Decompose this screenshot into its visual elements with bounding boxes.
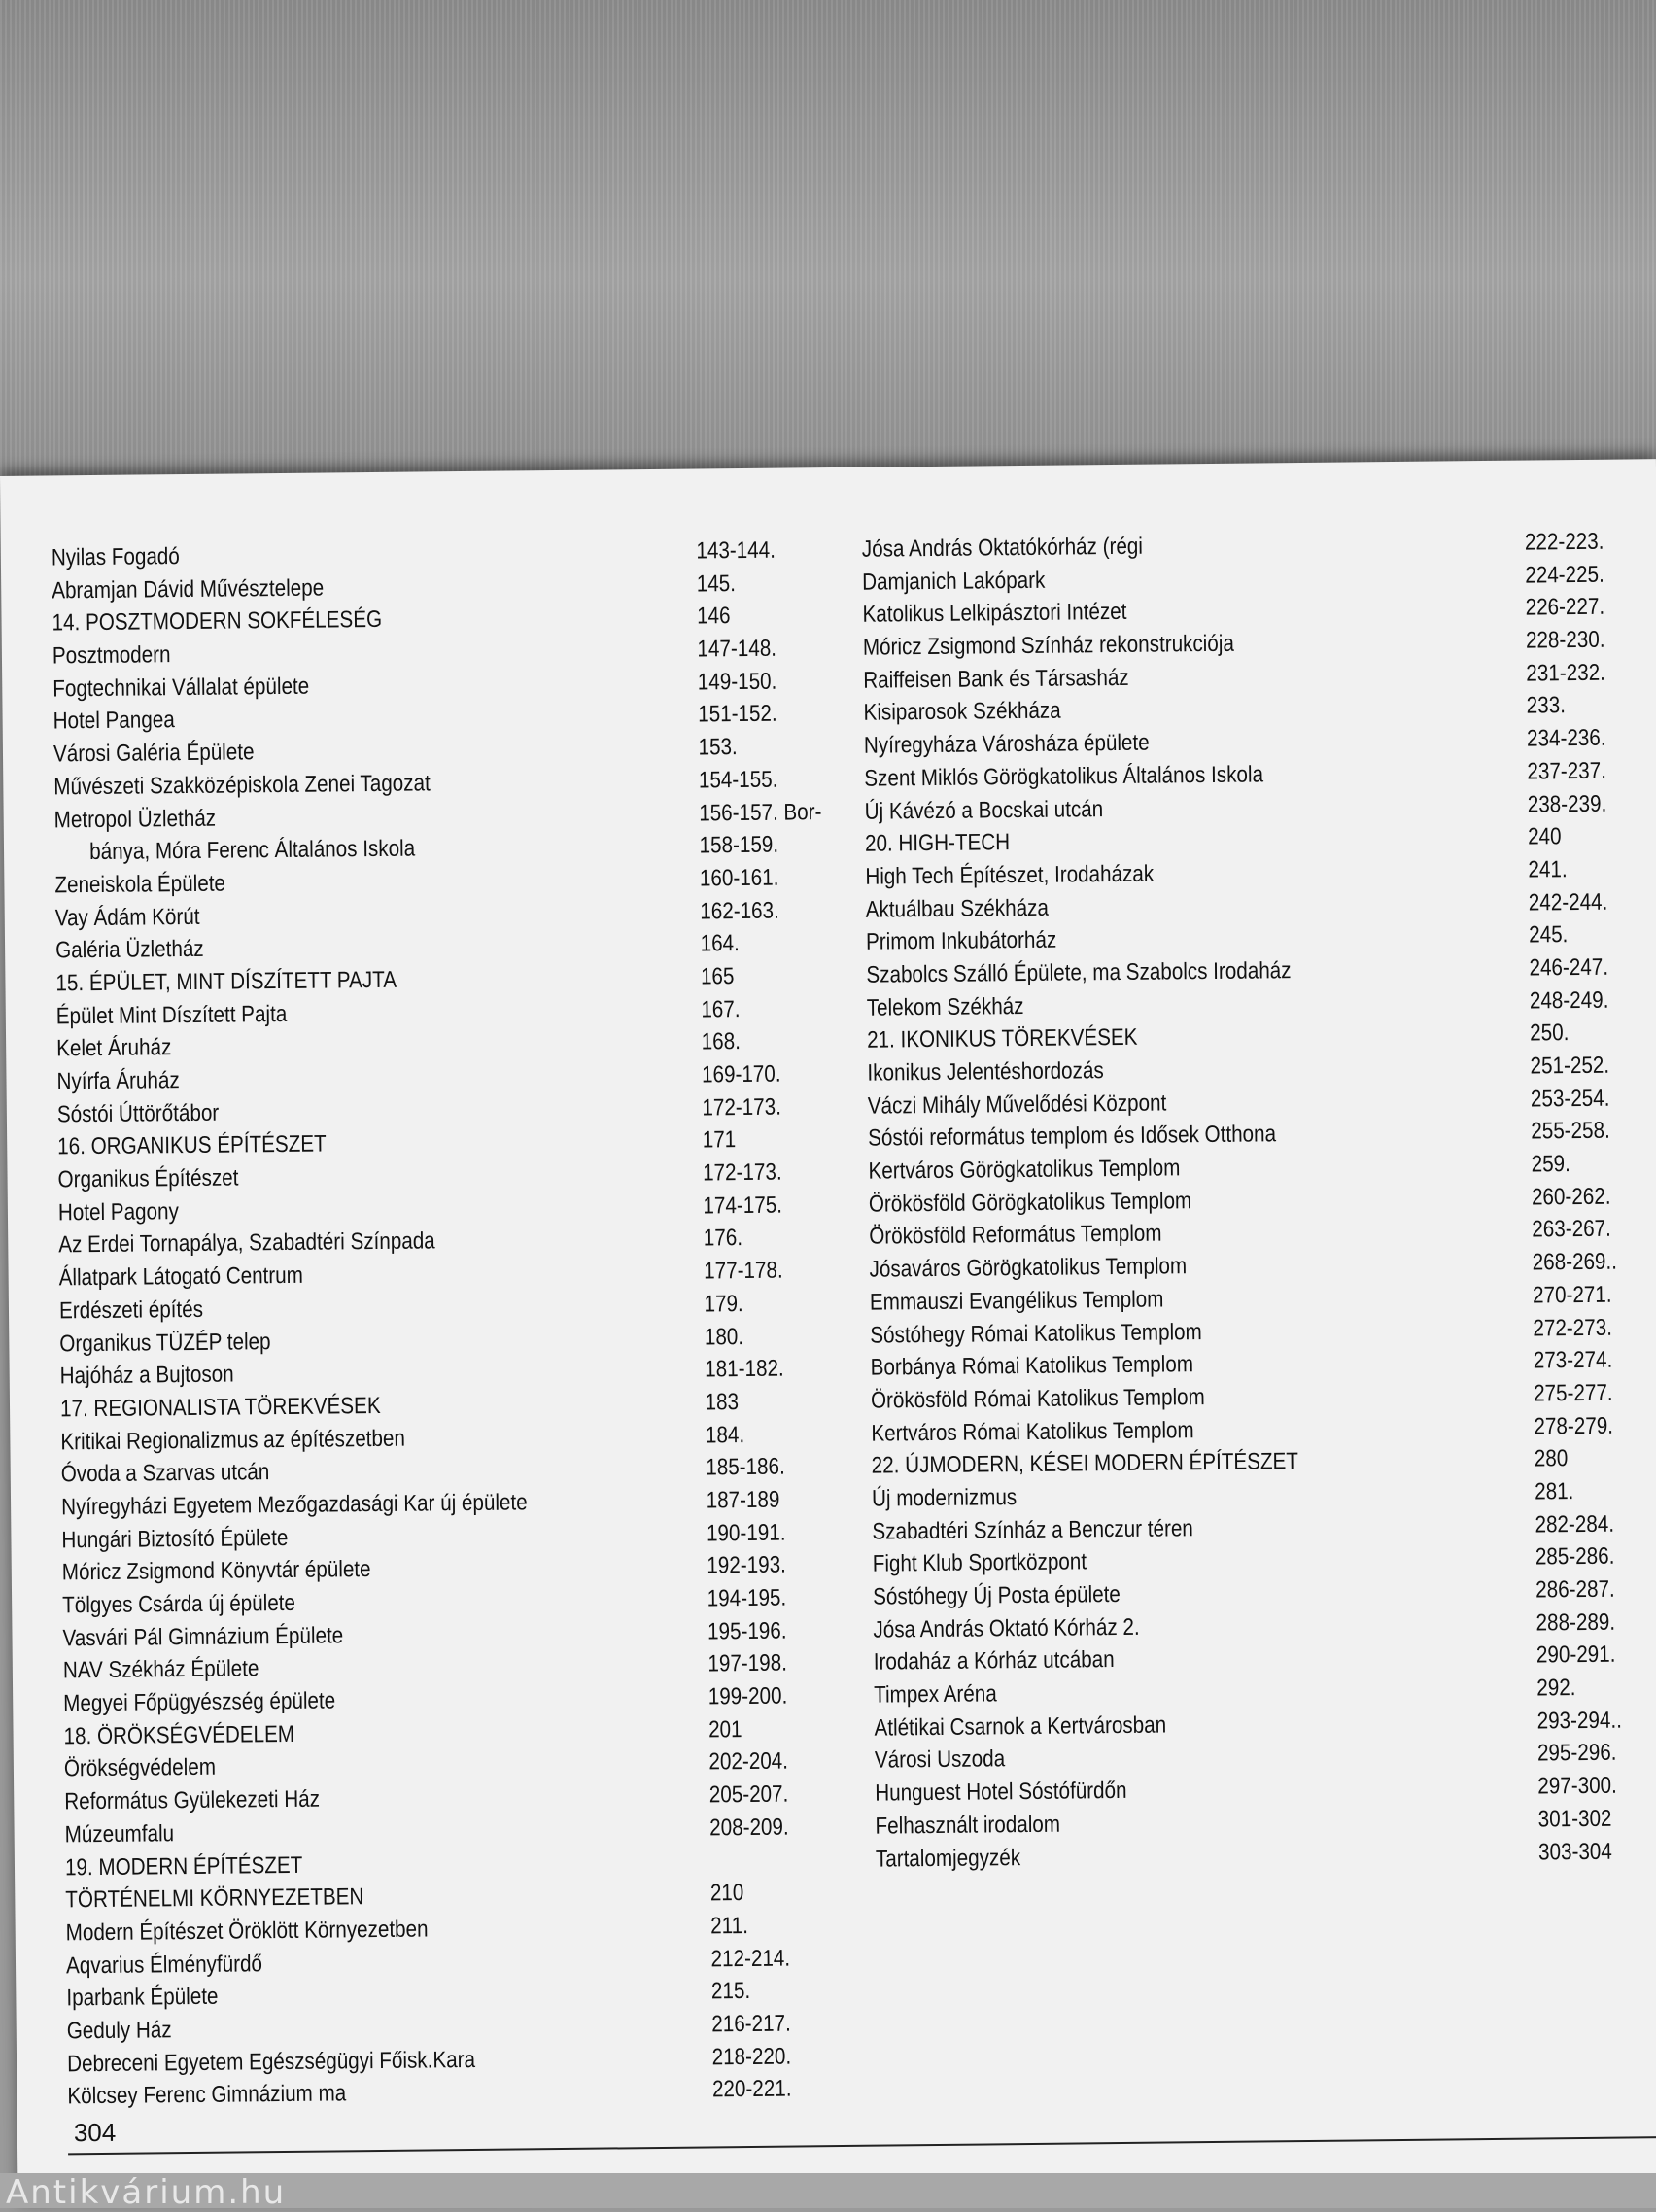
toc-entry-title: Felhasznált irodalom (875, 1811, 1061, 1840)
toc-entry-pages: 285-286. (1535, 1542, 1615, 1571)
toc-entry (876, 1835, 1622, 1876)
toc-entry-title: Raiffeisen Bank és Társasház (863, 664, 1129, 694)
toc-entry-title: Hotel Pagony (57, 1197, 179, 1227)
toc-entry-title: Művészeti Szakközépiskola Zenei Tagozat (53, 770, 431, 801)
toc-entry-title: Sóstói Úttörőtábor (56, 1099, 220, 1128)
toc-entry-title: Hunguest Hotel Sóstófürdőn (875, 1778, 1127, 1807)
toc-entry-title: TÖRTÉNELMI KÖRNYEZETBEN (65, 1884, 364, 1914)
toc-entry-pages: 210 (709, 1880, 744, 1907)
toc-entry-pages (710, 1867, 803, 1868)
toc-entry-pages: 231-232. (1526, 659, 1605, 687)
toc-entry-title: Jósa András Oktatókórház (régi (861, 533, 1144, 563)
toc-entry-title: Kelet Áruház (56, 1034, 172, 1062)
toc-entry-title: Múzeumfalu (64, 1820, 175, 1849)
toc-entry-pages: 301-302 (1537, 1805, 1612, 1833)
toc-entry-title: Geduly Ház (66, 2017, 172, 2045)
toc-entry-pages: 273-274. (1533, 1346, 1613, 1374)
toc-entry-title: Zeneiskola Épülete (54, 870, 226, 899)
toc-entry-pages: 143-144. (696, 536, 776, 565)
toc-entry-title: Új modernizmus (871, 1484, 1018, 1512)
background-surface (0, 0, 1656, 505)
toc-entry-pages: 197-198. (707, 1649, 788, 1677)
toc-entry-title: 20. HIGH-TECH (864, 829, 1011, 857)
toc-entry-title: Épület Mint Díszített Pajta (55, 1000, 288, 1030)
toc-entry-title: Nyíregyháza Városháza épülete (863, 729, 1150, 759)
toc-entry-title: Móricz Zsigmond Könyvtár épülete (61, 1556, 371, 1586)
toc-entry-pages: 211. (710, 1912, 749, 1940)
toc-entry-title: Modern Építészet Öröklött Környezetben (65, 1916, 429, 1947)
watermark-strip (0, 2173, 1656, 2212)
toc-entry-title: Timpex Aréna (874, 1680, 997, 1709)
toc-entry-pages: 212-214. (710, 1945, 791, 1972)
toc-entry-pages: 303-304 (1537, 1838, 1612, 1865)
toc-entry-title: Örökösföld Református Templom (869, 1220, 1162, 1251)
toc-entry-pages: 172-173. (702, 1158, 782, 1187)
toc-entry-pages: 164. (700, 930, 740, 957)
toc-entry-title: Damjanich Lakópark (862, 567, 1046, 596)
toc-entry-title: Hotel Pangea (52, 707, 175, 735)
toc-entry-title: Aqvarius Élményfürdő (65, 1950, 263, 1979)
toc-entry-title: Jósaváros Görögkatolikus Templom (869, 1253, 1188, 1283)
watermark-text: Antikvárium.hu (6, 2173, 287, 2212)
toc-entry-title: Vay Ádám Körút (54, 903, 200, 931)
toc-entry-pages: 153. (698, 734, 738, 761)
toc-entry-title: Metropol Üzletház (53, 805, 217, 833)
toc-entry-title: Nyíregyházi Egyetem Mezőgazdasági Kar új épülete (60, 1489, 528, 1521)
toc-entry-title: Óvoda a Szarvas utcán (60, 1459, 270, 1488)
toc-entry-pages: 293-294.. (1536, 1707, 1622, 1735)
toc-entry-title: Atlétikai Csarnok a Kertvárosban (874, 1711, 1167, 1742)
toc-entry-title: Szabadtéri Színház a Benczur téren (872, 1514, 1193, 1545)
toc-entry-pages: 288-289. (1535, 1608, 1616, 1637)
toc-entry-pages: 167. (701, 995, 741, 1023)
toc-entry-title: Erdészeti építés (58, 1296, 204, 1325)
toc-right-column (862, 526, 1624, 1876)
bottom-rule (68, 2136, 1656, 2155)
toc-entry-pages: 162-163. (700, 897, 779, 925)
toc-entry-title: Új Kávézó a Bocskai utcán (864, 795, 1104, 825)
toc-entry-title: Debreceni Egyetem Egészségügyi Főisk.Kara (66, 2046, 476, 2077)
toc-entry-pages: 297-300. (1537, 1772, 1617, 1800)
toc-entry-title: Kölcsey Ferenc Gimnázium ma (67, 2080, 347, 2110)
toc-entry-title: 21. IKONIKUS TÖREKVÉSEK (866, 1024, 1138, 1054)
toc-entry-pages: 224-225. (1525, 561, 1604, 589)
toc-entry-title: 19. MODERN ÉPÍTÉSZET (64, 1851, 303, 1881)
toc-entry-pages: 234-236. (1526, 724, 1606, 752)
toc-entry-pages: 237-237. (1527, 757, 1607, 785)
toc-entry-pages: 156-157. Bor- (699, 798, 822, 826)
toc-entry-pages: 180. (704, 1323, 744, 1350)
toc-entry-title: Megyei Főpügyészség épülete (63, 1687, 336, 1717)
toc-entry-title: bánya, Móra Ferenc Általános Iskola (89, 835, 416, 866)
toc-entry-title: Városi Galéria Épülete (52, 739, 255, 768)
toc-entry-pages: 241. (1528, 856, 1568, 883)
toc-entry-pages: 275-277. (1533, 1379, 1613, 1407)
toc-entry-title: High Tech Építészet, Irodaházak (865, 860, 1155, 890)
toc-entry-pages: 260-262. (1531, 1183, 1611, 1211)
toc-entry-title: Jósa András Oktató Kórház 2. (873, 1613, 1140, 1643)
toc-entry-pages: 184. (705, 1421, 745, 1449)
toc-entry-pages: 281. (1535, 1478, 1574, 1505)
toc-entry-pages: 242-244. (1528, 888, 1608, 916)
toc-entry-pages: 194-195. (707, 1584, 787, 1612)
toc-entry-pages: 246-247. (1529, 953, 1609, 982)
toc-entry (67, 2073, 804, 2114)
toc-entry-title: Irodaház a Kórház utcában (873, 1646, 1115, 1676)
toc-entry-pages: 216-217. (711, 2010, 791, 2038)
toc-entry-pages: 290-291. (1535, 1642, 1616, 1669)
toc-entry-pages: 292. (1536, 1675, 1576, 1702)
toc-entry-pages: 245. (1529, 921, 1569, 949)
toc-entry-title: Kertváros Görögkatolikus Templom (868, 1155, 1181, 1185)
toc-entry-title: Galéria Üzletház (54, 936, 204, 964)
toc-entry-title: Az Erdei Tornapálya, Szabadtéri Színpada (58, 1227, 435, 1259)
toc-entry-pages: 270-271. (1532, 1281, 1612, 1309)
toc-entry-pages: 176. (703, 1225, 743, 1252)
toc-entry-title: Vasvári Pál Gimnázium Épülete (62, 1622, 344, 1652)
toc-entry-pages: 174-175. (703, 1192, 783, 1220)
toc-entry-pages: 154-155. (698, 766, 778, 794)
toc-entry-pages: 165 (700, 963, 735, 990)
toc-left-column (51, 534, 822, 2113)
toc-entry-title: Örökségvédelem (63, 1754, 217, 1782)
toc-entry-title: Emmauszi Evangélikus Templom (869, 1286, 1164, 1316)
toc-entry-pages: 202-204. (708, 1748, 789, 1776)
toc-entry-pages: 160-161. (699, 864, 779, 892)
toc-entry-title: 16. ORGANIKUS ÉPÍTÉSZET (57, 1130, 327, 1160)
toc-entry-title: Kritikai Regionalizmus az építészetben (60, 1425, 406, 1455)
toc-entry-pages: 268-269.. (1532, 1248, 1618, 1276)
toc-entry-title: Organikus Építészet (57, 1164, 239, 1193)
toc-entry-title: 22. ÚJMODERN, KÉSEI MODERN ÉPÍTÉSZET (871, 1448, 1299, 1479)
toc-entry-title: Telekom Székház (866, 992, 1024, 1021)
toc-entry-title: 18. ÖRÖKSÉGVÉDELEM (63, 1720, 295, 1750)
toc-entry-title: Nyírfa Áruház (56, 1067, 180, 1095)
toc-entry-title: NAV Székház Épülete (62, 1655, 259, 1684)
toc-entry-title: Katolikus Lelkipásztori Intézet (862, 599, 1127, 629)
toc-entry-pages: 179. (704, 1290, 743, 1318)
toc-entry-title: Nyilas Fogadó (51, 543, 180, 571)
toc-entry-pages: 272-273. (1533, 1314, 1613, 1342)
toc-entry-title: Abramjan Dávid Művésztelepe (52, 574, 325, 605)
toc-entry-pages: 177-178. (704, 1257, 783, 1285)
toc-entry-pages: 218-220. (711, 2043, 792, 2071)
toc-entry-pages: 168. (701, 1028, 742, 1055)
toc-entry-pages: 248-249. (1529, 986, 1609, 1015)
toc-entry-title: Hungári Biztosító Épülete (61, 1524, 289, 1554)
toc-entry-pages: 171 (702, 1126, 737, 1154)
toc-entry-pages: 251-252. (1530, 1052, 1610, 1080)
toc-entry-title: Városi Uszoda (874, 1745, 1006, 1775)
toc-entry-pages: 259. (1531, 1151, 1570, 1178)
toc-entry-title: Sóstóhegy Új Posta épülete (872, 1580, 1121, 1610)
toc-entry-pages: 172-173. (702, 1093, 782, 1122)
toc-entry-title: Fogtechnikai Vállalat épülete (52, 673, 310, 703)
toc-entry-pages: 253-254. (1530, 1085, 1610, 1113)
toc-entry-pages: 205-207. (708, 1780, 789, 1809)
toc-entry-title: Aktuálbau Székháza (865, 894, 1050, 923)
toc-entry-pages: 295-296. (1536, 1740, 1617, 1767)
toc-entry-pages: 145. (696, 570, 737, 598)
toc-entry-pages: 147-148. (697, 635, 777, 663)
toc-entry-pages: 255-258. (1531, 1118, 1610, 1145)
toc-entry-pages: 233. (1526, 692, 1567, 720)
toc-entry-pages: 280 (1534, 1445, 1569, 1472)
toc-entry-pages: 278-279. (1534, 1412, 1614, 1440)
toc-entry-pages: 195-196. (707, 1617, 787, 1645)
toc-entry-title: Móricz Zsigmond Színház rekonstrukciója (862, 630, 1235, 661)
toc-entry-title: Tartalomjegyzék (875, 1844, 1021, 1873)
toc-entry-title: Organikus TÜZÉP telep (59, 1328, 271, 1357)
toc-entry-title: Tölgyes Csárda új épülete (62, 1589, 296, 1619)
toc-entry-title: Ikonikus Jelentéshordozás (867, 1057, 1104, 1087)
toc-entry-title: 14. POSZTMODERN SOKFÉLESÉG (52, 606, 383, 637)
toc-entry-title: Szabolcs Szálló Épülete, ma Szabolcs Irodaház (866, 957, 1292, 988)
toc-entry-pages: 228-230. (1525, 626, 1605, 654)
toc-entry-pages: 250. (1530, 1020, 1570, 1047)
toc-entry-title: Örökösföld Római Katolikus Templom (870, 1383, 1205, 1414)
toc-entry-pages: 187-189 (706, 1486, 780, 1514)
toc-entry-pages: 215. (710, 1978, 751, 2005)
toc-entry-title: Állatpark Látogató Centrum (58, 1262, 304, 1292)
toc-entry-title: Örökösföld Görögkatolikus Templom (868, 1187, 1192, 1218)
toc-entry-title: Szent Miklós Görögkatolikus Általános Iskola (864, 761, 1264, 792)
toc-entry-pages: 238-239. (1527, 790, 1607, 818)
toc-entry-pages: 222-223. (1524, 528, 1604, 556)
toc-entry-pages: 158-159. (699, 831, 779, 859)
toc-entry-pages: 146 (696, 603, 731, 630)
toc-entry-title: Primom Inkubátorház (865, 926, 1057, 955)
toc-entry-pages: 185-186. (706, 1453, 785, 1481)
toc-entry-title: Református Gyülekezeti Ház (64, 1785, 321, 1815)
toc-entry-title: Sóstói református templom és Idősek Otthona (868, 1121, 1277, 1153)
toc-entry-title: Hajóház a Bujtoson (59, 1361, 234, 1390)
toc-entry-pages: 282-284. (1535, 1510, 1615, 1538)
toc-entry-pages: 263-267. (1532, 1216, 1611, 1243)
toc-entry-title: 17. REGIONALISTA TÖREKVÉSEK (59, 1392, 381, 1423)
toc-entry-pages: 149-150. (697, 668, 777, 696)
toc-entry-pages: 286-287. (1535, 1575, 1615, 1604)
page-number: 304 (73, 2117, 117, 2148)
toc-entry-pages: 208-209. (709, 1814, 789, 1842)
toc-entry-title: Posztmodern (52, 641, 171, 670)
toc-entry-pages: 226-227. (1525, 594, 1605, 621)
toc-entry-title: Sóstóhegy Római Katolikus Templom (870, 1318, 1202, 1349)
toc-entry-pages: 240 (1527, 823, 1562, 850)
toc-entry-pages: 151-152. (698, 701, 777, 728)
toc-entry-pages: 169-170. (701, 1060, 781, 1089)
book-page (0, 459, 1656, 2208)
toc-entry-pages: 220-221. (711, 2075, 792, 2103)
toc-entry-pages: 181-182. (705, 1355, 784, 1383)
toc-entry-pages: 190-191. (706, 1519, 786, 1547)
toc-entry-pages: 199-200. (707, 1682, 788, 1711)
toc-entry-title: Kertváros Római Katolikus Templom (871, 1416, 1194, 1447)
toc-entry-title: Iparbank Épülete (66, 1983, 219, 2012)
toc-entry-title: 15. ÉPÜLET, MINT DÍSZÍTETT PAJTA (55, 966, 397, 997)
toc-entry-pages: 183 (705, 1388, 740, 1416)
toc-entry-title: Borbánya Római Katolikus Templom (870, 1351, 1194, 1381)
toc-entry-title: Kisiparosok Székháza (863, 698, 1061, 727)
toc-entry-pages: 201 (707, 1715, 742, 1744)
toc-entry-title: Fight Klub Sportközpont (872, 1548, 1087, 1577)
toc-entry-title: Váczi Mihály Művelődési Központ (867, 1089, 1167, 1120)
toc-entry-pages: 192-193. (707, 1551, 786, 1579)
